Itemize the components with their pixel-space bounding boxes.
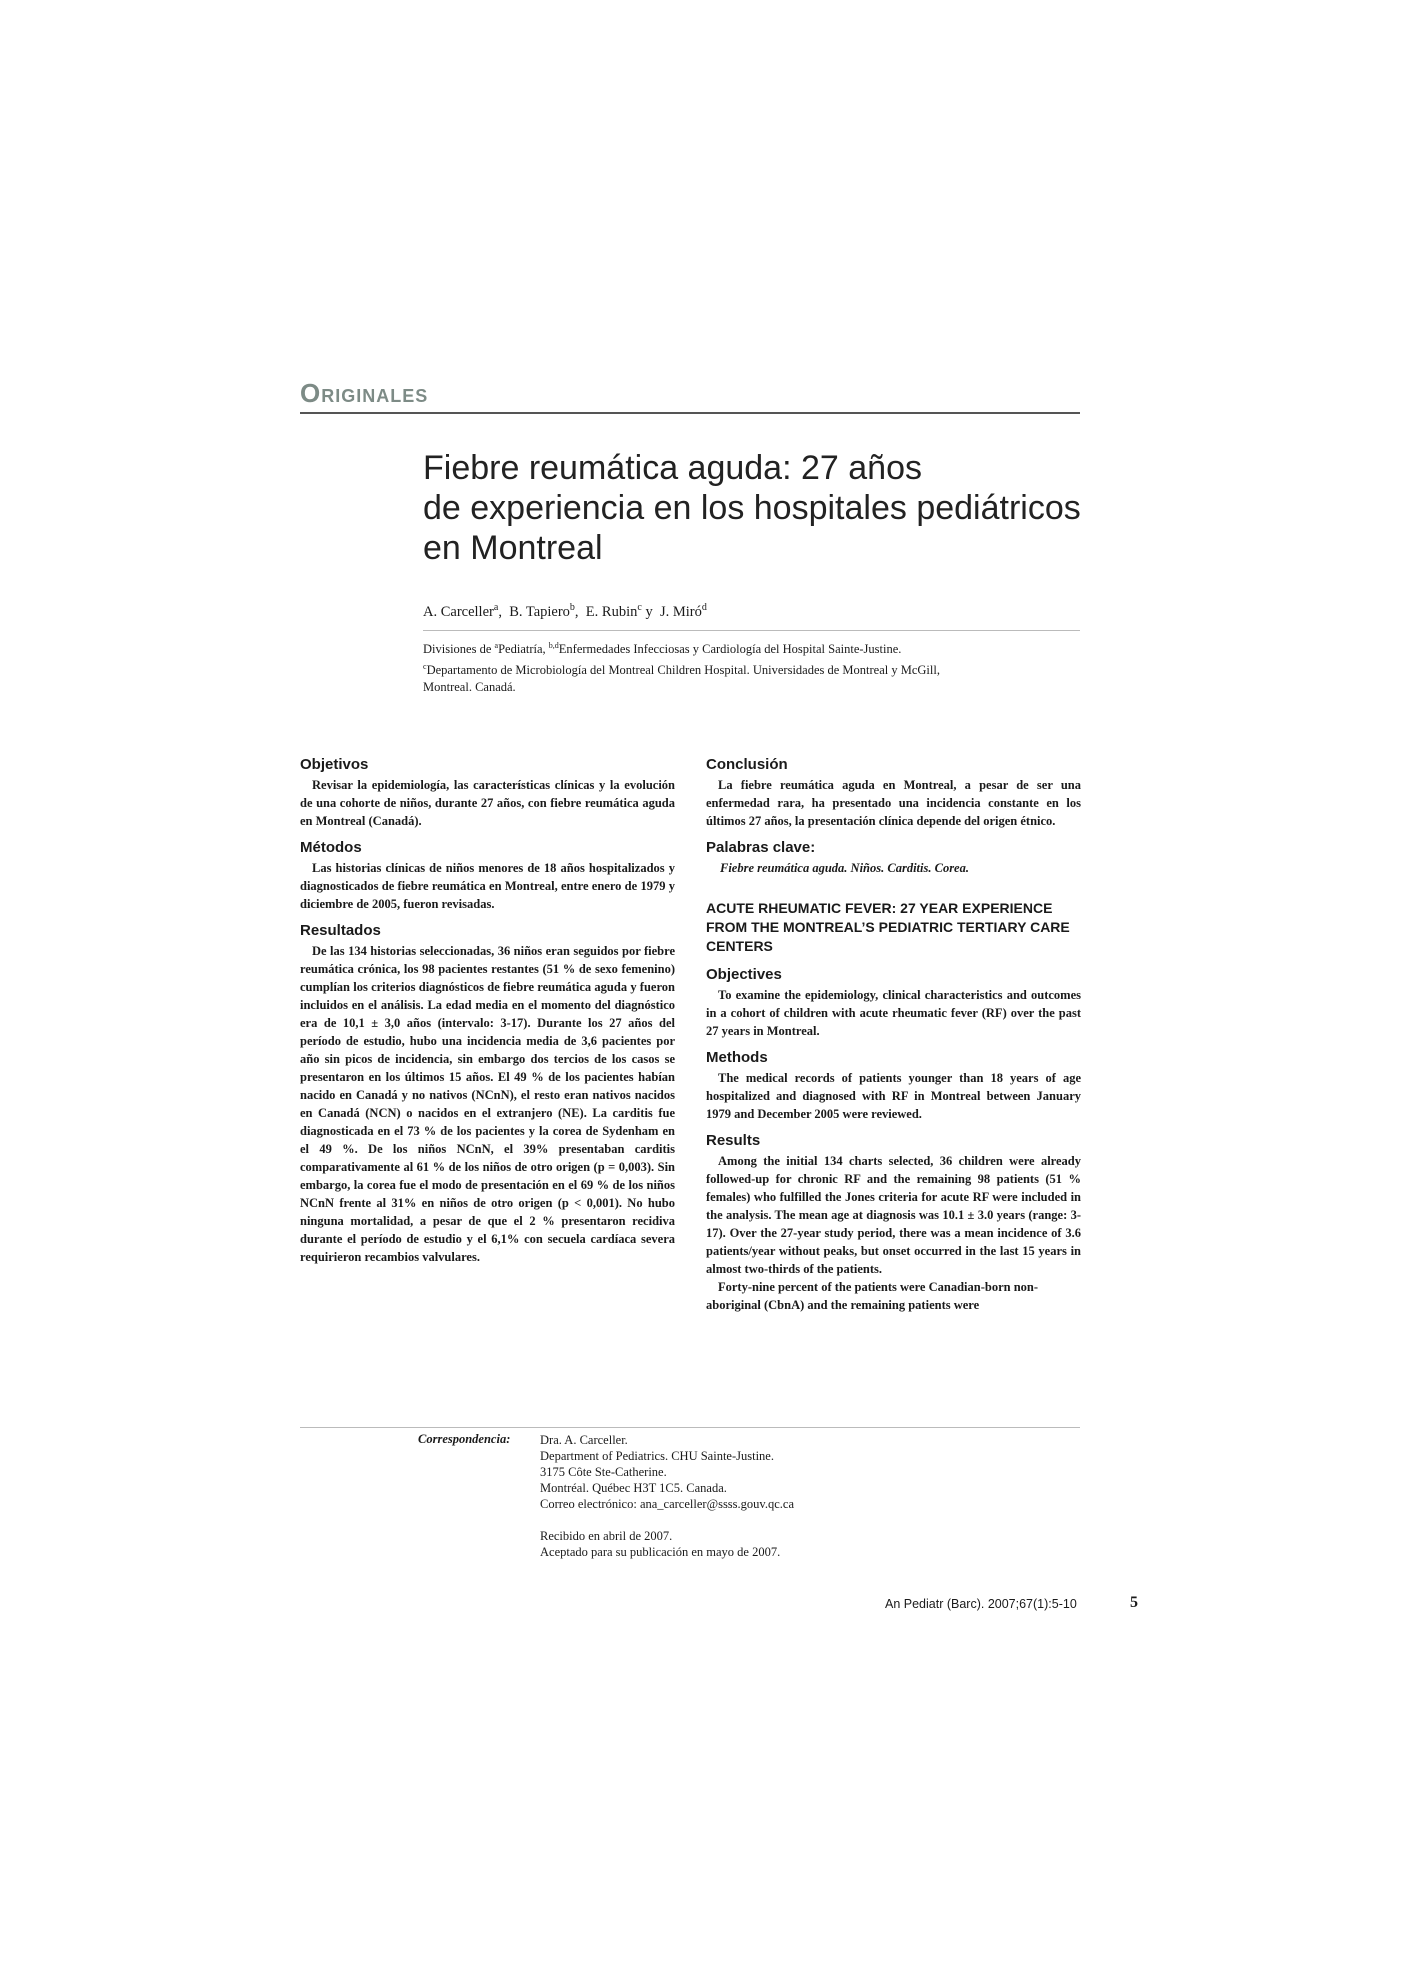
section-heading: Objetivos [300, 756, 369, 773]
correspondence-line: 3175 Côte Ste-Catherine. [540, 1465, 667, 1479]
page-number: 5 [1130, 1594, 1138, 1611]
author-affil-sup: d [701, 602, 707, 613]
abstract-spanish-column [300, 756, 675, 1275]
section-text: De las 134 historias seleccionadas, 36 niños eran seguidos por fiebre reumática crónica, los 98 pacientes restantes (51 % de sexo femenino) cumplían los criterios diagnósticos de fiebre reumática aguda y fueron incluidos en el análisis. La edad media en el momento del diagnóstico era de 10,1 ± 3,0 años (intervalo: 3-17). Durante los 27 años del período de estudio, hubo una incidencia media de 3,6 pacientes por año sin picos de incidencia, sin embargo dos tercios de los casos se presentaron en los últimos 15 años. El 49 % de los pacientes habían nacido en Canadá y no nativos (NCnN), el resto eran nativos nacidos en Canadá (NCN) o nacidos en el extranjero (NE). La carditis fue diagnosticada en el 73 % de los pacientes y la corea de Sydenham en el 49 %. De los niños NCnN, el 39% presentaban carditis comparativamente al 61 % de los niños de otro origen (p = 0,003). Sin embargo, la corea fue el modo de presentación en el 69 % de los niños NCnN frente al 31% en niños de otro origen (p < 0,001). No hubo ninguna mortalidad, a pesar de que el 2 % presentaron recidiva durante el período de estudio y el 6,1% con secuela cardíaca severa requirieron recambios valvulares. [300, 944, 675, 1264]
affiliation-line [423, 658, 1083, 679]
author-list [423, 602, 707, 621]
author-separator: , [498, 603, 506, 620]
affil-sup: a [494, 641, 499, 650]
affiliation-line: Montreal. Canadá. [423, 680, 516, 695]
section-heading: Objectives [706, 966, 782, 983]
section-heading: Métodos [300, 839, 362, 856]
affil-text: Pediatría, [498, 642, 549, 657]
author-name: A. Carceller [423, 603, 494, 620]
correspondence-block [540, 1432, 794, 1560]
author-affil-sup: c [637, 602, 642, 613]
author-name: B. Tapiero [509, 603, 570, 620]
authors-divider [423, 630, 1080, 631]
keywords-heading: Palabras clave: [706, 839, 816, 856]
section-heading: Resultados [300, 922, 381, 939]
section-text: Las historias clínicas de niños menores de 18 años hospitalizados y diagnosticados de fiebre reumática en Montreal, entre enero de 1979 y diciembre de 2005, fueron revisadas. [300, 861, 675, 911]
section-heading: Results [706, 1132, 761, 1149]
section-text-continuation: Forty-nine percent of the patients were Canadian-born non-aboriginal (CbnA) and the remaining patients were [706, 1280, 1039, 1312]
received-date: Recibido en abril de 2007. [540, 1529, 673, 1543]
keywords-text: Fiebre reumática aguda. Niños. Carditis. Corea. [720, 861, 969, 875]
section-divider [300, 412, 1080, 414]
affiliations [423, 637, 1083, 696]
article-title [423, 448, 1083, 568]
title-line: Fiebre reumática aguda: 27 años [423, 449, 922, 487]
spacer [540, 1512, 794, 1528]
author-name: E. Rubin [585, 603, 638, 620]
correspondence-line: Dra. A. Carceller. [540, 1433, 628, 1447]
author-affil-sup: a [493, 602, 499, 613]
affiliation-line [423, 637, 1083, 658]
author-affil-sup: b [569, 602, 575, 613]
conclusion-heading: Conclusión [706, 756, 788, 773]
english-title: ACUTE RHEUMATIC FEVER: 27 YEAR EXPERIENCE FROM THE MONTREAL’S PEDIATRIC TERTIARY CARE CENTERS [706, 900, 1070, 954]
conclusion-text: La fiebre reumática aguda en Montreal, a pesar de ser una enfermedad rara, ha presentado una incidencia constante en los últimos 27 años, la presentación clínica depende del origen étnico. [706, 778, 1081, 828]
section-heading: Methods [706, 1049, 768, 1066]
correspondence-label: Correspondencia: [418, 1432, 511, 1446]
section-text: Revisar la epidemiología, las características clínicas y la evolución de una cohorte de niños, durante 27 años, con fiebre reumática aguda en Montreal (Canadá). [300, 778, 675, 828]
title-line: de experiencia en los hospitales pediátricos [423, 489, 1081, 527]
correspondence-email: Correo electrónico: ana_carceller@ssss.gouv.qc.ca [540, 1497, 794, 1511]
abstract-right-column [706, 756, 1081, 1323]
affil-sup: c [423, 662, 427, 672]
author-name: J. Miró [659, 603, 702, 620]
author-separator: y [641, 603, 657, 620]
section-text: To examine the epidemiology, clinical characteristics and outcomes in a cohort of children with acute rheumatic fever (RF) over the past 27 years in Montreal. [706, 988, 1081, 1038]
journal-citation: An Pediatr (Barc). 2007;67(1):5-10 [885, 1597, 1077, 1611]
affil-text: Departamento de Microbiología del Montreal Children Hospital. Universidades de Montreal y McGill, [426, 663, 940, 678]
section-label: Originales [300, 378, 429, 408]
title-line: en Montreal [423, 529, 603, 567]
section-text: Among the initial 134 charts selected, 36 children were already followed-up for chronic RF and the remaining 98 patients (51 % females) who fulfilled the Jones criteria for acute RF were included in the analysis. The mean age at diagnosis was 10.1 ± 3.0 years (range: 3-17). Over the 27-year study period, there was a mean incidence of 3.6 patients/year without peaks, but onset occurred in the last 15 years in almost two-thirds of the patients. [706, 1154, 1081, 1276]
correspondence-line: Department of Pediatrics. CHU Sainte-Justine. [540, 1449, 774, 1463]
accepted-date: Aceptado para su publicación en mayo de 2007. [540, 1545, 781, 1559]
section-text: The medical records of patients younger than 18 years of age hospitalized and diagnosed with RF in Montreal between January 1979 and December 2005 were reviewed. [706, 1071, 1081, 1121]
affil-text: Divisiones de [423, 642, 495, 657]
correspondence-divider [300, 1427, 1080, 1428]
affil-sup: b,d [548, 641, 559, 650]
affil-text: Enfermedades Infecciosas y Cardiología del Hospital Sainte-Justine. [558, 642, 902, 657]
correspondence-line: Montréal. Québec H3T 1C5. Canada. [540, 1481, 727, 1495]
author-separator: , [574, 603, 583, 620]
